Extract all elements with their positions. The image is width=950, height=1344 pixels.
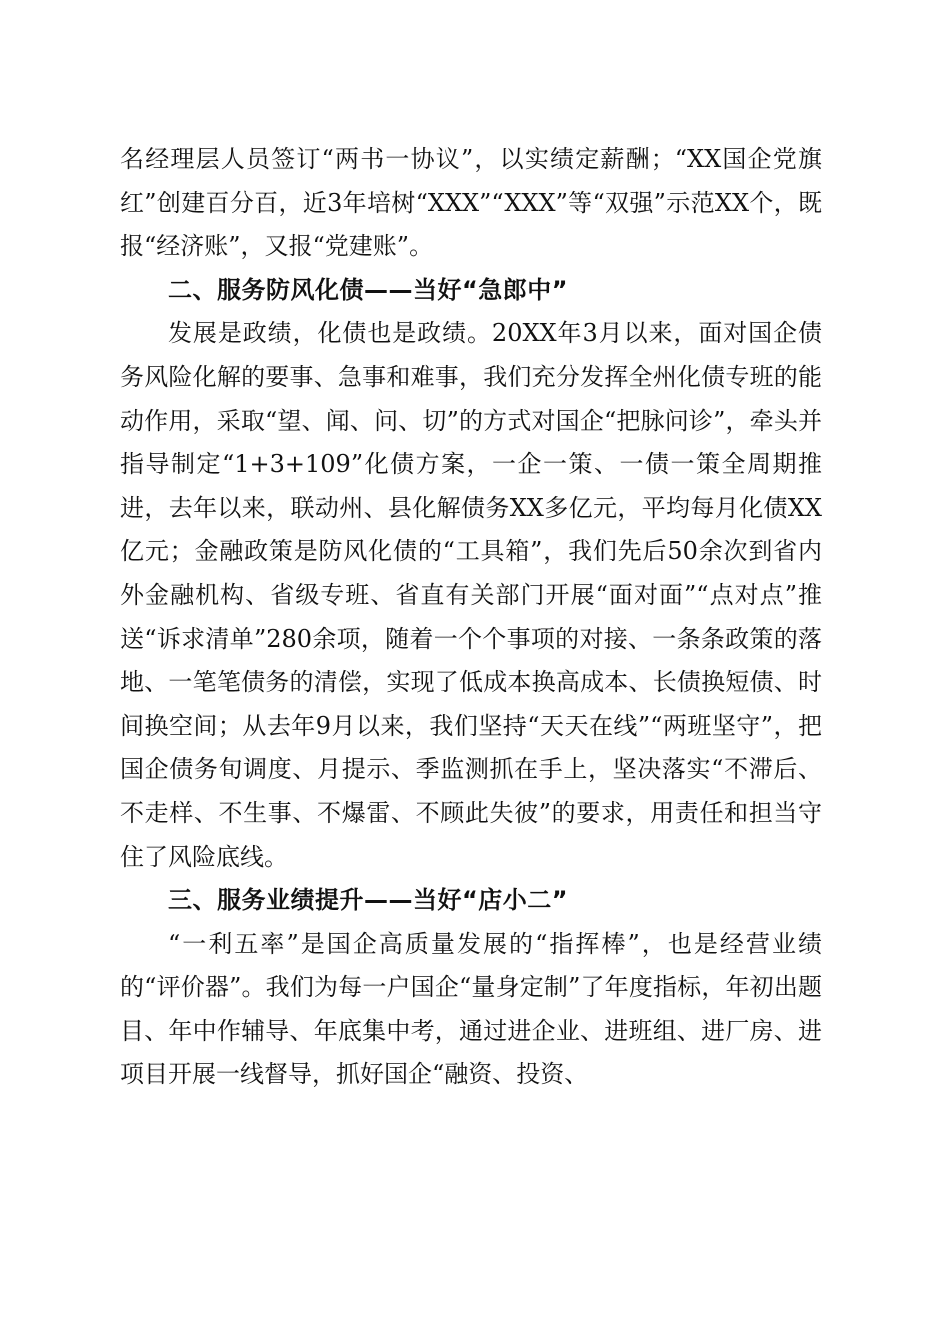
section-heading-2: 二、服务防风化债——当好“急郎中” (168, 275, 569, 304)
document-body (120, 138, 822, 1097)
paragraph-continued: 名经理层人员签订“两书一协议”，以实绩定薪酬；“XX国企党旗红”创建百分百，近3年培树“XXX”“XXX”等“双强”示范XX个，既报“经济账”，又报“党建账”。 (120, 145, 822, 261)
paragraph-performance: “一利五率”是国企高质量发展的“指挥棒”，也是经营业绩的“评价器”。我们为每一户国企“量身定制”了年度指标，年初出题目、年中作辅导、年底集中考，通过进企业、进班组、进厂房、进项目开展一线督导，抓好国企“融资、投资、 (120, 929, 822, 1089)
paragraph-debt-resolution: 发展是政绩，化债也是政绩。20XX年3月以来，面对国企债务风险化解的要事、急事和难事，我们充分发挥全州化债专班的能动作用，采取“望、闻、问、切”的方式对国企“把脉问诊”，牵头并指导制定“1+3+109”化债方案，一企一策、一债一策全周期推进，去年以来，联动州、县化解债务XX多亿元，平均每月化债XX亿元；金融政策是防风化债的“工具箱”，我们先后50余次到省内外金融机构、省级专班、省直有关部门开展“面对面”“点对点”推送“诉求清单”280余项，随着一个个事项的对接、一条条政策的落地、一笔笔债务的清偿，实现了低成本换高成本、长债换短债、时间换空间；从去年9月以来，我们坚持“天天在线”“两班坚守”，把国企债务旬调度、月提示、季监测抓在手上，坚决落实“不滞后、不走样、不生事、不爆雷、不顾此失彼”的要求，用责任和担当守住了风险底线。 (120, 319, 822, 871)
section-heading-3: 三、服务业绩提升——当好“店小二” (168, 886, 569, 915)
